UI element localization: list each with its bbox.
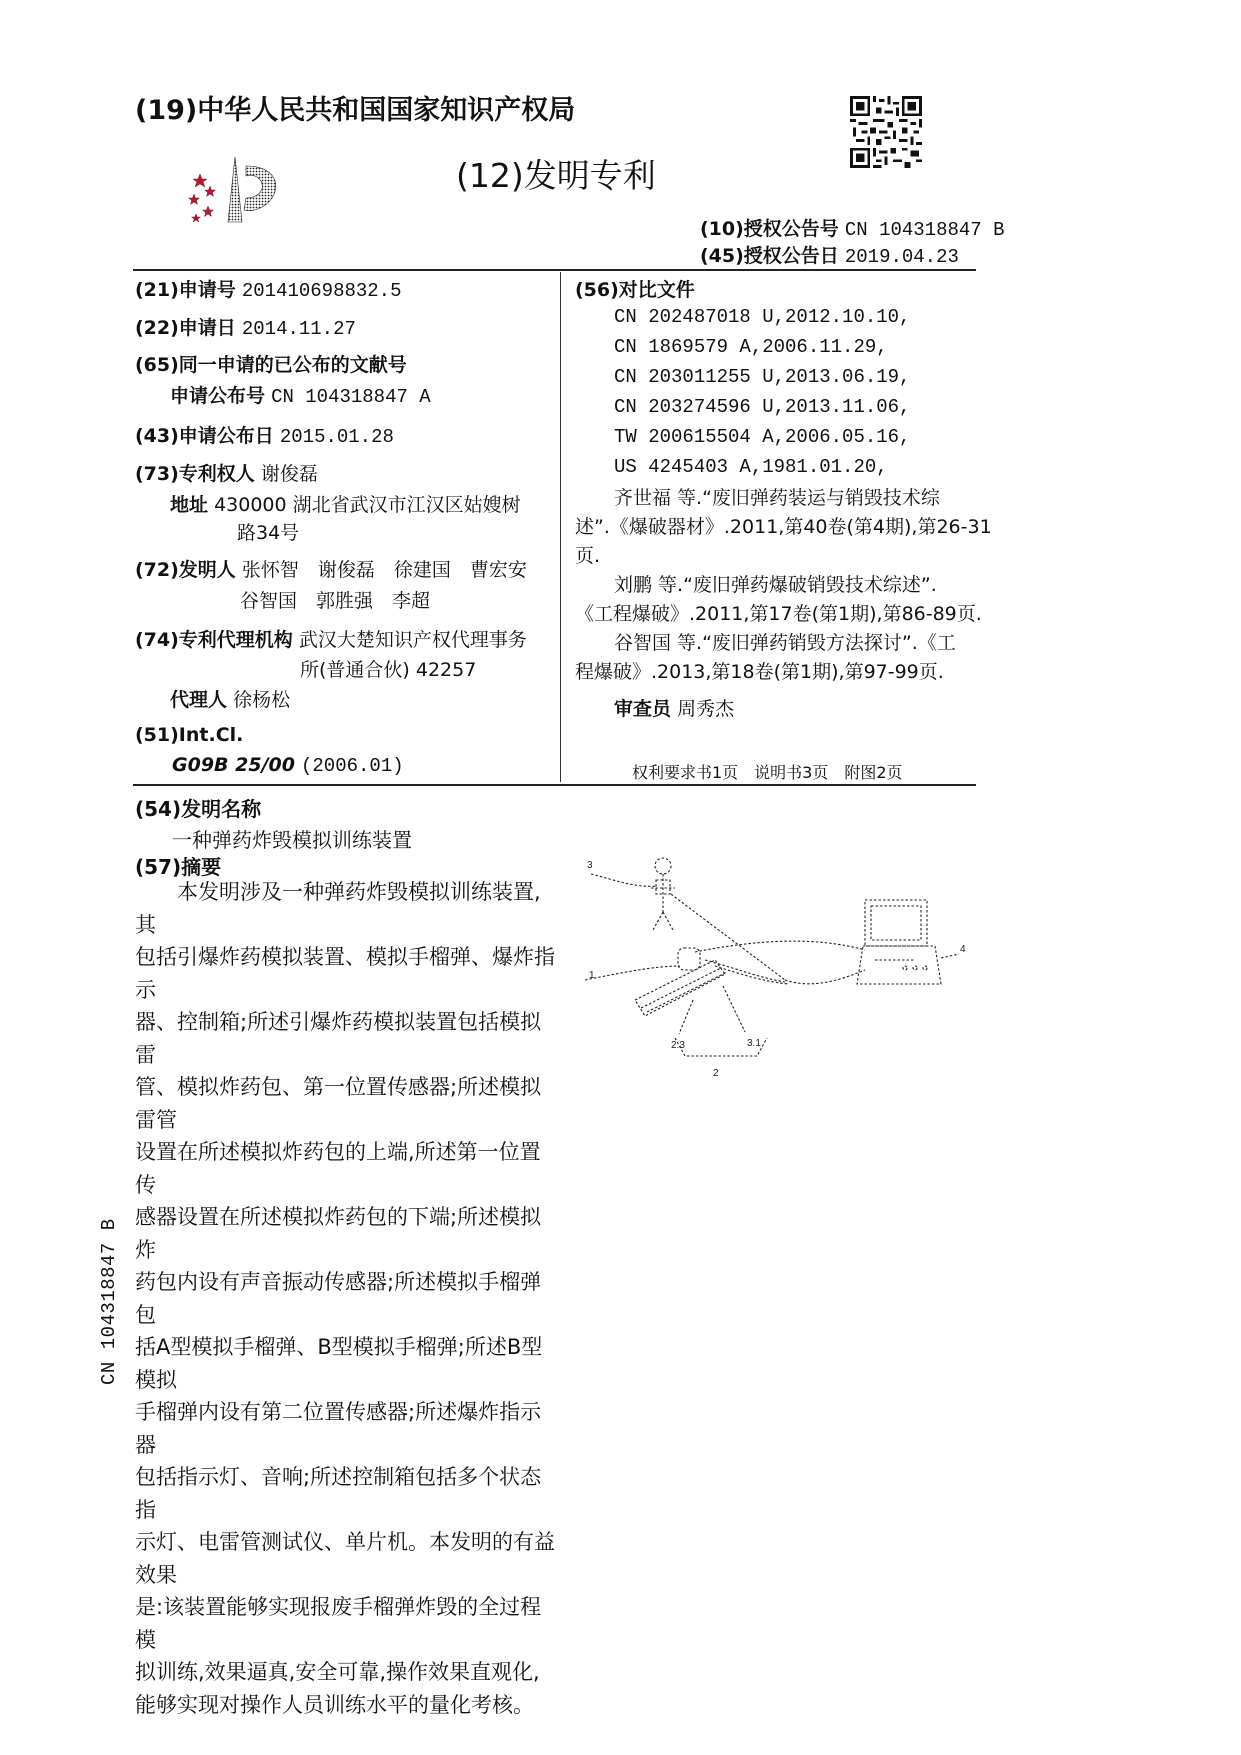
reference-literature: 齐世福 等.“废旧弹药装运与销毁技术综 xyxy=(614,487,940,509)
application-date xyxy=(135,313,356,340)
office-name: (19)中华人民共和国国家知识产权局 xyxy=(135,95,576,126)
reference-patent: CN 203011255 U,2013.06.19, xyxy=(614,366,911,388)
invention-title: 一种弹药炸毁模拟训练装置 xyxy=(172,828,412,852)
reference-literature: 程爆破》.2013,第18卷(第1期),第97-99页. xyxy=(575,661,944,683)
ipc-year: (2006.01) xyxy=(301,755,404,777)
application-date-value: 2014.11.27 xyxy=(241,318,356,340)
publication-date xyxy=(135,421,394,448)
abstract-line: 本发明涉及一种弹药炸毁模拟训练装置,其 xyxy=(135,880,541,937)
grant-number xyxy=(700,214,1005,241)
examiner-label: 审查员 xyxy=(614,698,672,720)
examiner xyxy=(614,694,734,721)
qr-code-icon xyxy=(850,96,922,168)
side-publication-number: CN 104318847 B xyxy=(98,1218,120,1385)
abstract-line: 是:该装置能够实现报废手榴弹炸毁的全过程模 xyxy=(135,1595,542,1652)
references-label: (56)对比文件 xyxy=(575,279,695,301)
grant-date-label: (45)授权公告日 xyxy=(700,245,839,267)
abstract-figure xyxy=(575,850,975,1090)
inventors-line-2: 谷智国 郭胜强 李超 xyxy=(240,590,431,612)
figure-label: 1 xyxy=(589,970,595,981)
prior-publication-label: (65)同一申请的已公布的文献号 xyxy=(135,354,407,376)
publication-number-label: 申请公布号 xyxy=(170,385,266,407)
address xyxy=(170,490,521,517)
abstract-line: 包括指示灯、音响;所述控制箱包括多个状态指 xyxy=(135,1465,542,1522)
reference-literature: 刘鹏 等.“废旧弹药爆破销毁技术综述”. xyxy=(614,574,937,596)
biblio-divider xyxy=(133,784,976,786)
patent-agency-label: (74)专利代理机构 xyxy=(135,629,293,651)
application-number-value: 201410698832.5 xyxy=(241,280,402,302)
abstract-line: 括A型模拟手榴弹、B型模拟手榴弹;所述B型模拟 xyxy=(135,1335,543,1392)
abstract-line: 药包内设有声音振动传感器;所述模拟手榴弹包 xyxy=(135,1270,542,1327)
abstract-line: 示灯、电雷管测试仪、单片机。本发明的有益效果 xyxy=(135,1530,555,1587)
reference-patent: CN 1869579 A,2006.11.29, xyxy=(614,336,888,358)
address-line-1: 430000 湖北省武汉市江汉区姑嫂树 xyxy=(214,494,521,516)
patent-agency xyxy=(135,625,527,652)
address-line-2: 路34号 xyxy=(237,522,300,544)
column-separator xyxy=(560,272,561,782)
abstract-line: 包括引爆炸药模拟装置、模拟手榴弹、爆炸指示 xyxy=(135,945,555,1002)
grant-date-value: 2019.04.23 xyxy=(844,246,959,268)
grant-number-value: CN 104318847 B xyxy=(844,219,1005,241)
patentee-label: (73)专利权人 xyxy=(135,463,255,485)
abstract-line: 感器设置在所述模拟炸药包的下端;所述模拟炸 xyxy=(135,1205,542,1262)
reference-patent: CN 202487018 U,2012.10.10, xyxy=(614,306,911,328)
reference-literature: 页. xyxy=(575,545,601,567)
publication-date-label: (43)申请公布日 xyxy=(135,425,274,447)
publication-date-value: 2015.01.28 xyxy=(279,426,394,448)
ipc-classification xyxy=(172,754,404,777)
figure-label: 2.3 xyxy=(671,1040,685,1051)
page-counts: 权利要求书1页 说明书3页 附图2页 xyxy=(632,763,903,782)
inventors xyxy=(135,555,527,582)
patentee xyxy=(135,459,318,486)
reference-patent: US 4245403 A,1981.01.20, xyxy=(614,456,888,478)
abstract-line: 设置在所述模拟炸药包的上端,所述第一位置传 xyxy=(135,1140,541,1197)
publication-number xyxy=(170,381,431,408)
header-divider xyxy=(133,269,976,271)
reference-literature: 《工程爆破》.2011,第17卷(第1期),第86-89页. xyxy=(575,603,982,625)
reference-literature: 述”.《爆破器材》.2011,第40卷(第4期),第26-31 xyxy=(575,516,992,538)
reference-patent: CN 203274596 U,2013.11.06, xyxy=(614,396,911,418)
figure-label: 2 xyxy=(713,1068,719,1079)
ipc-label: (51)Int.Cl. xyxy=(135,724,244,746)
inventors-line-1: 张怀智 谢俊磊 徐建国 曹宏安 xyxy=(241,559,527,581)
invention-title-label: (54)发明名称 xyxy=(135,797,262,821)
figure-label: 4 xyxy=(960,944,966,955)
document-type: (12)发明专利 xyxy=(456,156,656,195)
cnipa-logo xyxy=(180,152,300,232)
abstract-line: 拟训练,效果逼真,安全可靠,操作效果直观化, xyxy=(135,1660,540,1684)
agent xyxy=(170,685,290,712)
patentee-value: 谢俊磊 xyxy=(260,463,318,485)
ipc-code: G09B 25/00 xyxy=(172,754,295,776)
abstract-line: 能够实现对操作人员训练水平的量化考核。 xyxy=(135,1692,534,1717)
examiner-value: 周秀杰 xyxy=(677,698,735,720)
address-label: 地址 xyxy=(170,494,209,516)
abstract-line: 器、控制箱;所述引爆炸药模拟装置包括模拟雷 xyxy=(135,1010,542,1067)
abstract-text xyxy=(135,876,555,1721)
application-number-label: (21)申请号 xyxy=(135,279,236,301)
application-number xyxy=(135,275,402,302)
abstract-line: 管、模拟炸药包、第一位置传感器;所述模拟雷管 xyxy=(135,1075,542,1132)
publication-number-value: CN 104318847 A xyxy=(271,386,431,408)
inventors-label: (72)发明人 xyxy=(135,559,236,581)
patent-agency-line-2: 所(普通合伙) 42257 xyxy=(300,659,477,681)
agent-label: 代理人 xyxy=(170,689,228,711)
abstract-line: 手榴弹内设有第二位置传感器;所述爆炸指示器 xyxy=(135,1400,542,1457)
reference-literature: 谷智国 等.“废旧弹药销毁方法探讨”.《工 xyxy=(614,632,956,654)
agent-value: 徐杨松 xyxy=(233,689,291,711)
application-date-label: (22)申请日 xyxy=(135,317,236,339)
reference-patent: TW 200615504 A,2006.05.16, xyxy=(614,426,911,448)
figure-label: 3.1 xyxy=(747,1038,761,1049)
patent-agency-line-1: 武汉大楚知识产权代理事务 xyxy=(298,629,527,651)
grant-number-label: (10)授权公告号 xyxy=(700,218,839,240)
grant-date xyxy=(700,241,959,268)
abstract-label: (57)摘要 xyxy=(135,855,222,879)
figure-label: 3 xyxy=(587,860,593,871)
